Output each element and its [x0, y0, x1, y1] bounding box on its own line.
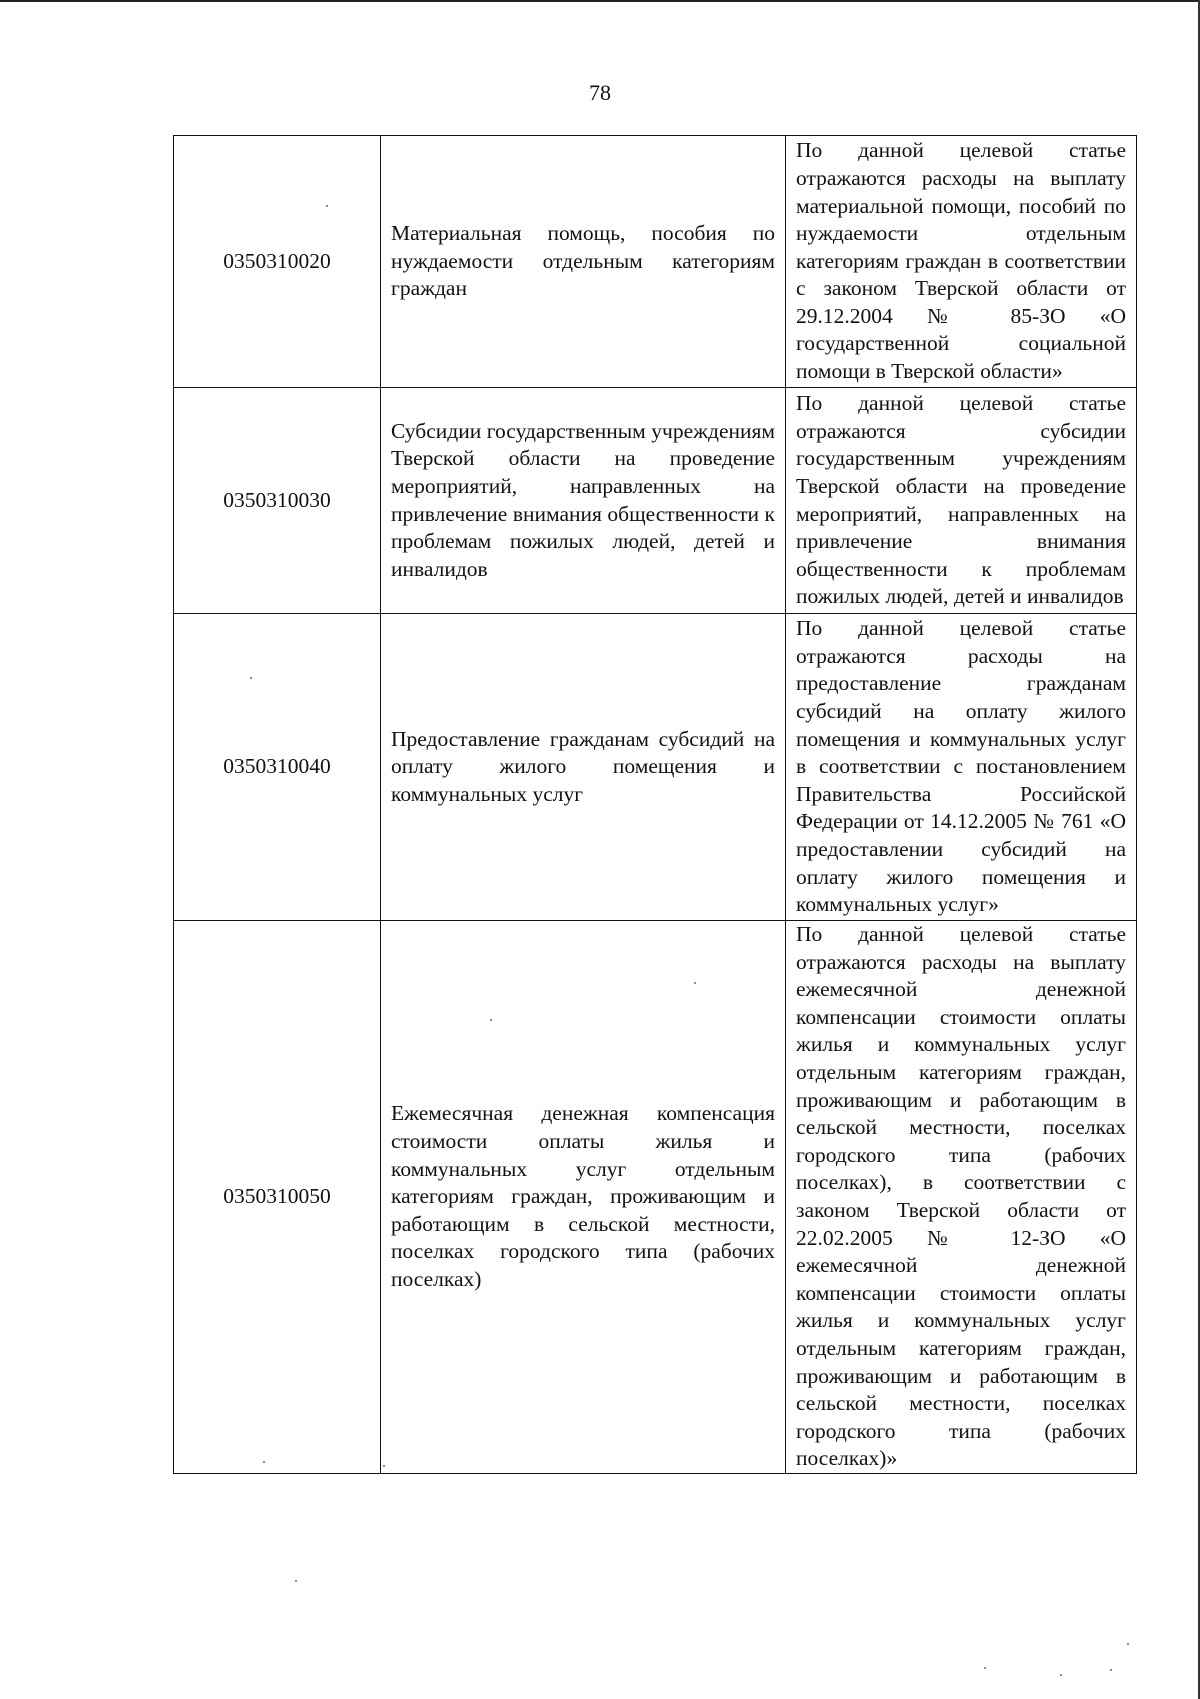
article-description: По данной целевой статье отражаются расходы на выплату ежемесячной денежной компенсации стоимости оплаты жилья и коммунальных услуг отдельным категориям граждан, проживающим и работающим в сельской местности, поселках городского типа (рабочих поселках), в соответствии с законом Тверской области от 22.02.2005 № 12-ЗО «О ежемесячной денежной компенсации стоимости оплаты жилья и коммунальных услуг отдельным категориям граждан, проживающим и работающим в сельской местности, поселках городского типа (рабочих поселках)» [786, 921, 1137, 1474]
scan-speck [1127, 1643, 1129, 1645]
article-description: По данной целевой статье отражаются расходы на выплату материальной помощи, пособий по нуждаемости отдельным категориям граждан в соответствии с законом Тверской области от 29.12.2004 № 85-ЗО «О государственной социальной помощи в Тверской области» [786, 136, 1137, 388]
budget-article-table [173, 135, 1137, 1474]
scan-speck [263, 1461, 265, 1463]
table-row [174, 921, 1137, 1474]
scan-speck [250, 677, 252, 679]
scan-speck [326, 205, 328, 207]
article-description: По данной целевой статье отражаются расходы на предоставление гражданам субсидий на оплату жилого помещения и коммунальных услуг в соответствии с постановлением Правительства Российской Федерации от 14.12.2005 № 761 «О предоставлении субсидий на оплату жилого помещения и коммунальных услуг» [786, 614, 1137, 921]
scan-speck [1060, 1674, 1062, 1676]
article-name: Ежемесячная денежная компенсация стоимости оплаты жилья и коммунальных услуг отдельным категориям граждан, проживающим и работающим в сельской местности, поселках городского типа (рабочих поселках) [381, 921, 786, 1474]
scan-speck [383, 1465, 385, 1467]
article-code: 0350310040 [174, 614, 381, 921]
article-code: 0350310030 [174, 388, 381, 614]
scan-speck [984, 1667, 986, 1669]
article-name: Субсидии государственным учреждениям Тверской области на проведение мероприятий, направленных на привлечение внимания общественности к проблемам пожилых людей, детей и инвалидов [381, 388, 786, 614]
scan-speck [694, 982, 696, 984]
scan-border-top [0, 0, 1200, 2]
scan-speck [295, 1580, 297, 1582]
article-code: 0350310020 [174, 136, 381, 388]
article-description: По данной целевой статье отражаются субсидии государственным учреждениям Тверской области на проведение мероприятий, направленных на привлечение внимания общественности к проблемам пожилых людей, детей и инвалидов [786, 388, 1137, 614]
table-row [174, 388, 1137, 614]
article-name: Материальная помощь, пособия по нуждаемости отдельным категориям граждан [381, 136, 786, 388]
article-code: 0350310050 [174, 921, 381, 1474]
page-number: 78 [589, 80, 611, 105]
scan-speck [1110, 1669, 1112, 1671]
table-row [174, 136, 1137, 388]
scan-speck [490, 1019, 492, 1021]
table-row [174, 614, 1137, 921]
article-name: Предоставление гражданам субсидий на оплату жилого помещения и коммунальных услуг [381, 614, 786, 921]
